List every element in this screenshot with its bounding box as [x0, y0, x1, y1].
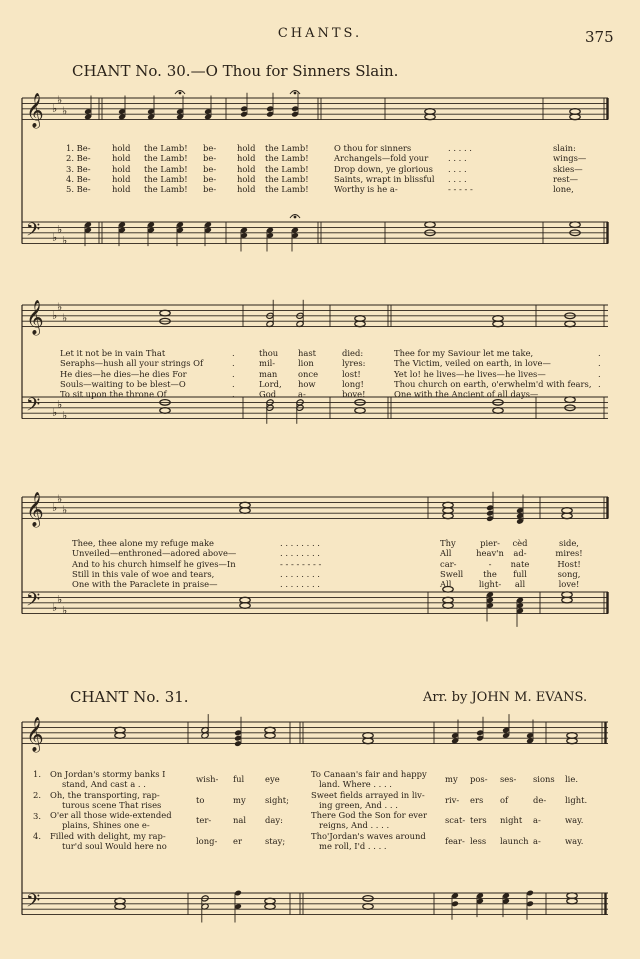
lyric: Thy	[440, 538, 456, 548]
lyric: hold	[237, 184, 256, 195]
fermata-dot	[294, 216, 296, 218]
lyric: hold	[112, 173, 131, 184]
chant31-col-d	[265, 774, 289, 856]
lyric: .	[598, 368, 601, 379]
flat-sign: ♭	[52, 101, 58, 115]
lyric: the Lamb!	[265, 153, 309, 164]
lyric: hold	[112, 184, 131, 195]
lyric: hold	[237, 143, 256, 153]
lyric: light.	[565, 794, 588, 805]
chant30-s3-col-c	[440, 538, 463, 589]
lyric: All	[440, 579, 452, 590]
lyric: Still in this vale of woe and tears,	[72, 568, 215, 579]
bass-clef-icon: 𝄢	[26, 891, 41, 916]
flat-sign: ♭	[62, 311, 68, 325]
lyric: car-	[440, 558, 457, 569]
lyric: Drop down, ye glorious	[334, 163, 433, 174]
lyric: God	[259, 389, 277, 400]
lyric: er	[233, 835, 242, 846]
whole-note	[160, 310, 170, 316]
lyric: way.	[565, 835, 584, 846]
lyric: be-	[203, 163, 217, 174]
flat-sign: ♭	[52, 308, 58, 322]
lyric: ers	[470, 794, 484, 805]
lyric: long-	[196, 835, 218, 846]
lyric: how	[298, 378, 316, 389]
whole-note	[425, 222, 435, 228]
lyric: To sit upon the throne Of	[60, 389, 167, 400]
chant30-s3-col-d	[476, 538, 504, 589]
lyric: land. Where . . . .	[319, 779, 392, 790]
lyric: man	[259, 368, 278, 379]
lyric: .	[232, 368, 235, 379]
lyric: wings—	[553, 153, 587, 164]
lyric: Seraphs—hush all your strings Of	[60, 358, 204, 369]
flat-sign: ♭	[57, 492, 63, 506]
chant31-col-f	[445, 774, 465, 856]
lyric: The Victim, veiled on earth, in love—	[394, 358, 551, 369]
chant30-s2-col-d	[298, 348, 318, 399]
fermata-dot	[179, 92, 181, 94]
treble-clef-icon: 𝄞	[26, 300, 44, 335]
lyric: scat-	[445, 815, 466, 826]
lyric: - - - - -	[448, 184, 473, 195]
lyric: Archangels—fold your	[334, 153, 429, 164]
lyric: Thee, thee alone my refuge make	[72, 538, 215, 548]
lyric: Tho'Jordan's waves around	[311, 830, 426, 841]
treble-clef-icon: 𝄞	[26, 492, 44, 527]
chant31-col-a	[50, 769, 172, 851]
chant30-title: CHANT No. 30.—O Thou for Sinners Slain.	[72, 62, 399, 80]
lyric: .	[598, 348, 601, 358]
lyric: To Canaan's fair and happy	[311, 769, 427, 779]
lyric: O thou for sinners	[334, 143, 412, 153]
chant31-col-j	[565, 774, 587, 856]
chant30-s1-col-a	[66, 143, 91, 194]
lyric: reigns, And . . . .	[319, 820, 390, 831]
treble-clef-icon: 𝄞	[26, 93, 44, 128]
lyric: Filled with delight, my rap-	[50, 830, 166, 841]
lyric: turous scene That rises	[62, 799, 162, 810]
lyric: launch	[500, 835, 529, 846]
lyric: the Lamb!	[144, 184, 188, 195]
lyric: the Lamb!	[144, 143, 188, 153]
lyric: lyres:	[342, 358, 366, 369]
lyric: . . . . . . . .	[280, 568, 320, 579]
lyric: Sweet fields arrayed in liv-	[311, 789, 425, 800]
lyric: -	[488, 558, 492, 569]
lyric: - - - - - - - -	[280, 558, 322, 569]
chant30-s1-col-e	[237, 143, 255, 194]
lyric: 3. Be-	[66, 163, 91, 174]
lyric: Host!	[557, 558, 581, 569]
lyric: cèd	[512, 538, 528, 548]
chant30-s2-col-f	[394, 348, 592, 399]
lyric: lone,	[553, 184, 574, 195]
lyric: died:	[342, 348, 364, 358]
flat-sign: ♭	[62, 603, 68, 617]
lyric: Yet lo! he lives—he lives—he lives—	[394, 368, 546, 379]
lyric: lost!	[342, 368, 361, 379]
lyric: sight;	[265, 794, 289, 805]
lyric: the Lamb!	[265, 143, 309, 153]
chant30-s2-col-c	[259, 348, 282, 399]
lyric: 5. Be-	[66, 184, 91, 195]
flat-sign: ♭	[52, 500, 58, 514]
lyric: . . . .	[448, 163, 467, 174]
lyric: One with the Paraclete in praise—	[72, 579, 218, 590]
lyric: hold	[112, 163, 131, 174]
lyric: to	[196, 794, 205, 805]
lyric: be-	[203, 173, 217, 184]
lyric: O'er all those wide-extended	[50, 810, 172, 821]
lyric: . . . . . . . .	[280, 548, 320, 559]
lyric: . . . .	[448, 173, 467, 184]
lyric: skies—	[553, 163, 583, 174]
lyric: All	[440, 548, 452, 559]
flat-sign: ♭	[57, 300, 63, 314]
lyric: day:	[265, 815, 283, 826]
chant30-s2-col-b	[232, 348, 235, 399]
lyric: heav'n	[476, 548, 504, 559]
lyric: stand, And cast a . .	[62, 779, 146, 790]
lyric: .	[232, 389, 235, 400]
lyric: And to his church himself he gives—In	[72, 558, 236, 569]
chant31-col-b	[196, 774, 218, 856]
verse-number: 3.	[33, 811, 41, 821]
flat-sign: ♭	[62, 233, 68, 247]
flat-sign: ♭	[62, 408, 68, 422]
lyric: Thee for my Saviour let me take,	[394, 348, 534, 358]
lyric: hast	[298, 348, 317, 358]
lyric: . . . . . . . .	[280, 579, 320, 590]
flat-sign: ♭	[57, 93, 63, 107]
chant30-s1-col-d	[203, 143, 216, 194]
lyric: my	[445, 774, 458, 784]
flat-sign: ♭	[62, 503, 68, 517]
fermata-dot	[294, 92, 296, 94]
chant31-title: CHANT No. 31.	[70, 688, 189, 706]
page-number: 375	[585, 28, 614, 46]
lyric: the Lamb!	[144, 153, 188, 164]
lyric: a-	[298, 389, 306, 400]
bass-clef-icon: 𝄢	[26, 590, 41, 615]
flat-sign: ♭	[57, 223, 63, 237]
lyric: Swell	[440, 568, 464, 579]
lyric: of	[500, 794, 509, 805]
lyric: eye	[265, 774, 280, 784]
lyric: Oh, the transporting, rap-	[50, 789, 160, 800]
chant30-s3-col-f	[545, 538, 593, 589]
whole-note	[355, 408, 365, 414]
section-header: CHANTS.	[277, 26, 363, 41]
whole-note	[570, 222, 580, 228]
chant31-col-g	[470, 774, 488, 856]
lyric: way.	[565, 815, 584, 826]
lyric: hold	[112, 143, 131, 153]
lyric: thou	[259, 348, 279, 358]
chant31-arranger: Arr. by JOHN M. EVANS.	[423, 690, 588, 705]
lyric: a-	[533, 815, 541, 826]
chant31-col-c	[233, 774, 246, 856]
whole-note	[493, 408, 503, 414]
lyric: ing green, And . . .	[319, 799, 398, 810]
bass-clef-icon: 𝄢	[26, 220, 41, 245]
lyric: .	[232, 348, 235, 358]
lyric: love!	[558, 579, 580, 590]
lyric: light-	[478, 579, 502, 590]
lyric: nal	[233, 815, 247, 826]
flat-sign: ♭	[62, 104, 68, 118]
lyric: the Lamb!	[144, 173, 188, 184]
lyric: lie.	[565, 774, 578, 784]
chant30-s2-col-g	[598, 348, 601, 389]
bass-clef-icon: 𝄢	[26, 395, 41, 420]
flat-sign: ♭	[52, 601, 58, 615]
lyric: Thou church on earth, o'erwhelm'd with fears,	[394, 378, 592, 389]
lyric: Souls—waiting to be blest—O	[60, 378, 186, 389]
chant30-s1-col-f	[265, 143, 309, 194]
lyric: plains, Shines one e-	[62, 820, 150, 831]
lyric: less	[470, 835, 487, 846]
chant30-s3-col-a	[72, 538, 236, 589]
lyric: side,	[559, 538, 579, 548]
lyric: hold	[237, 153, 256, 164]
whole-note	[565, 321, 575, 327]
chant30-s1-col-i	[553, 143, 586, 194]
lyric: hold	[237, 173, 256, 184]
lyric: He dies—he dies—he dies For	[60, 368, 187, 379]
lyric: . . . . . . . .	[280, 538, 320, 548]
whole-note	[363, 904, 373, 910]
lyric: pos-	[470, 774, 488, 784]
lyric: the	[483, 568, 497, 579]
lyric: mil-	[259, 358, 276, 369]
lyric: nate	[510, 558, 530, 569]
lyric: 2. Be-	[66, 153, 91, 164]
lyric: ter-	[196, 815, 212, 826]
chant30-s1-col-h	[448, 143, 473, 194]
lyric: hold	[237, 163, 256, 174]
lyric: all	[514, 579, 526, 590]
lyric: pier-	[480, 538, 500, 548]
chant30-s1-col-c	[144, 143, 188, 194]
lyric: . . . .	[448, 153, 467, 164]
lyric: wish-	[196, 774, 219, 784]
lyric: be-	[203, 143, 217, 153]
lyric: be-	[203, 153, 217, 164]
lyric: the Lamb!	[144, 163, 188, 174]
lyric: 4. Be-	[66, 173, 91, 184]
chant30-s2-col-e	[342, 348, 366, 399]
verse-number: 1.	[33, 769, 41, 779]
lyric: be-	[203, 184, 217, 195]
treble-clef-icon: 𝄞	[26, 717, 44, 752]
lyric: fear-	[445, 835, 465, 846]
lyric: stay;	[265, 835, 286, 846]
lyric: full	[513, 568, 527, 579]
lyric: One with the Ancient of all days—	[394, 389, 539, 400]
lyric: lion	[298, 358, 314, 369]
lyric: me roll, I'd . . . .	[319, 841, 387, 852]
lyric: Unveiled—enthroned—adored above—	[72, 548, 237, 559]
lyric: .	[598, 358, 601, 369]
lyric: a-	[533, 835, 541, 846]
lyric: hold	[112, 153, 131, 164]
lyric: my	[233, 794, 246, 805]
chant31-col-h	[500, 774, 529, 856]
lyric: Lord,	[259, 378, 282, 389]
lyric: riv-	[445, 794, 460, 805]
flat-sign: ♭	[52, 231, 58, 245]
verse-number: 2.	[33, 790, 41, 800]
lyric: once	[298, 368, 319, 379]
flat-sign: ♭	[57, 593, 63, 607]
flat-sign: ♭	[52, 406, 58, 420]
lyric: ses-	[500, 774, 517, 784]
lyric: rest—	[553, 173, 578, 184]
chant30-s3-col-e	[505, 538, 535, 589]
verse-number: 4.	[33, 831, 41, 841]
lyric: .	[232, 358, 235, 369]
lyric: .	[598, 378, 601, 389]
lyric: mires!	[555, 548, 583, 559]
chant30-s3-col-b	[280, 538, 321, 589]
lyric: ful	[233, 774, 245, 784]
lyric: bove!	[342, 389, 366, 400]
flat-sign: ♭	[57, 398, 63, 412]
whole-note	[160, 408, 170, 414]
lyric: the Lamb!	[265, 184, 309, 195]
chant30-s1-col-g	[334, 143, 435, 194]
chant31-col-i	[533, 774, 555, 856]
lyric: slain:	[553, 143, 576, 153]
lyric: .	[232, 378, 235, 389]
lyric: long!	[342, 378, 364, 389]
lyric: sions	[533, 774, 555, 784]
lyric: 1. Be-	[66, 143, 91, 153]
lyric: On Jordan's stormy banks I	[50, 769, 166, 779]
lyric: tur'd soul Would here no	[62, 841, 167, 852]
lyric: There God the Son for ever	[311, 810, 427, 821]
chant31-col-e	[311, 769, 427, 851]
chant30-s1-col-b	[112, 143, 130, 194]
lyric: song,	[557, 568, 581, 579]
lyric: night	[500, 815, 523, 826]
lyric: Worthy is he a-	[334, 184, 398, 195]
lyric: the Lamb!	[265, 173, 309, 184]
lyric: Saints, wrapt in blissful	[334, 173, 435, 184]
lyric: . . . . .	[448, 143, 472, 153]
lyric: ad-	[513, 548, 527, 559]
lyric: the Lamb!	[265, 163, 309, 174]
chant30-s2-col-a	[60, 348, 203, 399]
lyric: de-	[533, 794, 547, 805]
lyric: Let it not be in vain That	[60, 348, 166, 358]
lyric: ters	[470, 815, 487, 826]
